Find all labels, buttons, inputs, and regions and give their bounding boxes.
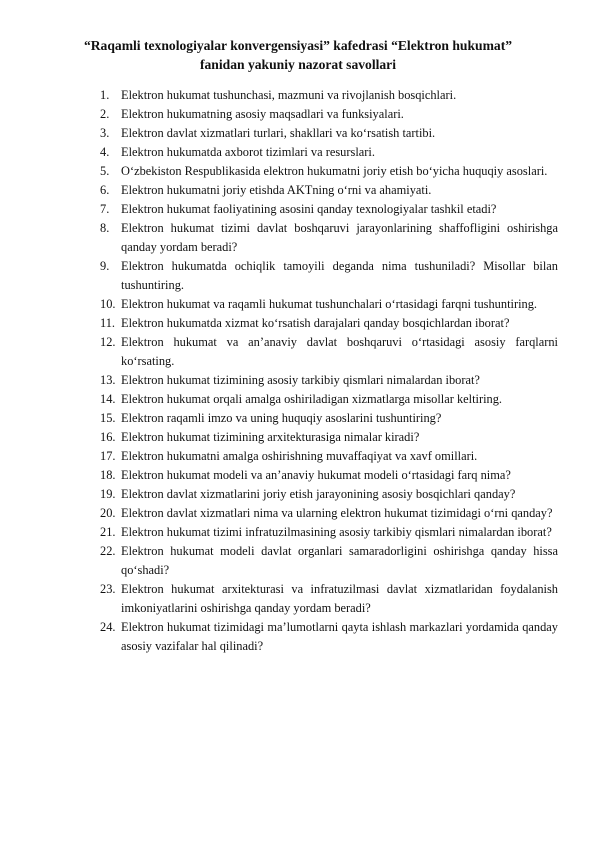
- question-text: Elektron raqamli imzo va uning huquqiy asoslarini tushuntiring?: [121, 411, 442, 425]
- question-text: Elektron hukumat tizimining asosiy tarkibiy qismlari nimalardan iborat?: [121, 373, 480, 387]
- question-text: Elektron hukumatda xizmat ko‘rsatish darajalari qanday bosqichlardan iborat?: [121, 316, 510, 330]
- question-number: 4.: [100, 145, 110, 159]
- question-item: [100, 580, 558, 618]
- question-item: [100, 257, 558, 295]
- question-text: Elektron hukumat tizimining arxitekturasiga nimalar kiradi?: [121, 430, 420, 444]
- question-number: 20.: [100, 506, 116, 520]
- question-number: 21.: [100, 525, 116, 539]
- page-title: [60, 36, 536, 74]
- question-item: [100, 86, 558, 105]
- question-number: 16.: [100, 430, 116, 444]
- question-text: O‘zbekiston Respublikasida elektron hukumatni joriy etish bo‘yicha huquqiy asoslari.: [121, 164, 548, 178]
- question-item: [100, 162, 558, 181]
- question-text: Elektron hukumat va raqamli hukumat tushunchalari o‘rtasidagi farqni tushuntiring.: [121, 297, 538, 311]
- question-item: [100, 314, 558, 333]
- question-text: Elektron hukumat modeli va an’anaviy hukumat modeli o‘rtasidagi farq nima?: [121, 468, 511, 482]
- question-item: [100, 295, 558, 314]
- question-number: 9.: [100, 259, 110, 273]
- question-number: 5.: [100, 164, 110, 178]
- question-item: [100, 181, 558, 200]
- question-number: 12.: [100, 335, 116, 349]
- question-number: 13.: [100, 373, 116, 387]
- question-text: Elektron hukumat tizimi davlat boshqaruvi jarayonlarining shaffofligini oshirishga qanday yordam beradi?: [121, 221, 558, 254]
- question-number: 18.: [100, 468, 116, 482]
- question-number: 15.: [100, 411, 116, 425]
- question-item: [100, 390, 558, 409]
- question-text: Elektron hukumatda axborot tizimlari va resurslari.: [121, 145, 375, 159]
- question-item: [100, 428, 558, 447]
- title-line-1: “Raqamli texnologiyalar konvergensiyasi” kafedrasi “Elektron hukumat”: [83, 38, 513, 53]
- question-number: 17.: [100, 449, 116, 463]
- question-number: 3.: [100, 126, 110, 140]
- question-item: [100, 219, 558, 257]
- question-text: Elektron hukumat orqali amalga oshiriladigan xizmatlarga misollar keltiring.: [121, 392, 503, 406]
- question-text: Elektron davlat xizmatlari nima va ularning elektron hukumat tizimidagi o‘rni qanday?: [121, 506, 553, 520]
- question-text: Elektron hukumat tushunchasi, mazmuni va rivojlanish bosqichlari.: [121, 88, 457, 102]
- question-number: 7.: [100, 202, 110, 216]
- question-text: Elektron davlat xizmatlari turlari, shakllari va ko‘rsatish tartibi.: [121, 126, 436, 140]
- question-item: [100, 485, 558, 504]
- question-number: 22.: [100, 544, 116, 558]
- question-item: [100, 124, 558, 143]
- question-text: Elektron hukumatning asosiy maqsadlari va funksiyalari.: [121, 107, 404, 121]
- question-number: 23.: [100, 582, 116, 596]
- question-number: 11.: [100, 316, 116, 330]
- question-item: [100, 371, 558, 390]
- question-item: [100, 333, 558, 371]
- question-text: Elektron hukumat tizimi infratuzilmasining asosiy tarkibiy qismlari nimalardan iborat?: [121, 525, 552, 539]
- question-text: Elektron hukumatda ochiqlik tamoyili deganda nima tushuniladi? Misollar bilan tushuntiring.: [121, 259, 558, 292]
- question-number: 8.: [100, 221, 110, 235]
- question-item: [100, 105, 558, 124]
- question-text: Elektron hukumat modeli davlat organlari samaradorligini oshirishga qanday hissa qo‘shadi?: [121, 544, 558, 577]
- question-item: [100, 143, 558, 162]
- question-number: 1.: [100, 88, 110, 102]
- title-line-2: fanidan yakuniy nazorat savollari: [199, 57, 396, 72]
- question-item: [100, 523, 558, 542]
- question-list: [100, 86, 558, 656]
- question-number: 24.: [100, 620, 116, 634]
- question-item: [100, 200, 558, 219]
- question-text: Elektron hukumat faoliyatining asosini qanday texnologiyalar tashkil etadi?: [121, 202, 497, 216]
- question-text: Elektron hukumat tizimidagi ma’lumotlarni qayta ishlash markazlari yordamida qanday asosiy vazifalar hal qilinadi?: [121, 620, 558, 653]
- question-number: 19.: [100, 487, 116, 501]
- question-text: Elektron hukumatni joriy etishda AKTning o‘rni va ahamiyati.: [121, 183, 432, 197]
- question-text: Elektron hukumatni amalga oshirishning muvaffaqiyat va xavf omillari.: [121, 449, 478, 463]
- question-item: [100, 466, 558, 485]
- question-text: Elektron hukumat va an’anaviy davlat boshqaruvi o‘rtasidagi asosiy farqlarni ko‘rsating.: [121, 335, 558, 368]
- question-number: 2.: [100, 107, 110, 121]
- question-item: [100, 618, 558, 656]
- question-item: [100, 542, 558, 580]
- question-item: [100, 447, 558, 466]
- question-number: 10.: [100, 297, 116, 311]
- question-number: 14.: [100, 392, 116, 406]
- question-text: Elektron davlat xizmatlarini joriy etish jarayonining asosiy bosqichlari qanday?: [121, 487, 516, 501]
- question-item: [100, 504, 558, 523]
- question-item: [100, 409, 558, 428]
- question-number: 6.: [100, 183, 110, 197]
- question-text: Elektron hukumat arxitekturasi va infratuzilmasi davlat xizmatlaridan foydalanish imkoniyatlarini oshirishga qanday yordam beradi?: [121, 582, 558, 615]
